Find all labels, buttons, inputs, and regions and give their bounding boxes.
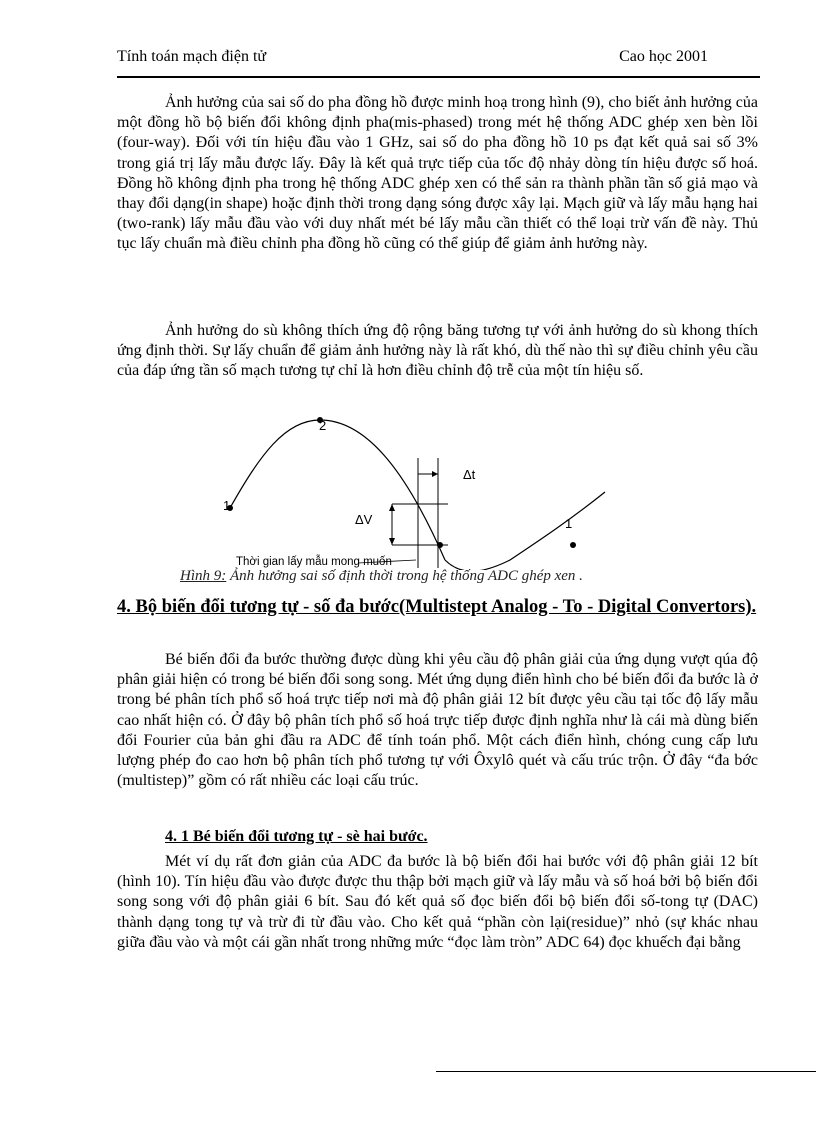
section-heading: 4. Bộ biến đổi tương tự - số đa bước(Multistept Analog - To - Digital Convertors). [117,597,757,617]
caption-text: Ảnh hưởng sai số định thời trong hệ thống ADC ghép xen . [226,568,583,584]
paragraph-multistep-intro: Bé biến đổi đa bước thường được dùng khi yêu cầu độ phân giải của ứng dụng vượt qúa độ phân giải hiện có trong bé biến đổi song song. Mét ứng dụng điển hình cho bé biến đổi đa bước là ở trong bé phân tích phổ số hoá trực tiếp nơi mà độ phân giải 12 bít được yêu cầu tại tốc độ lấy mẫu cao nhất hiện có. Ở đây bộ phân tích phổ số hoá trực tiếp được định nghĩa như là cái mà dùng biến đổi Fourier của bản ghi đầu ra ADC để tính toán phổ. Một cách điển hình, chóng cung cấp lưu lượng phép đo cao hơn bộ phân tích phổ tương tự với Ôxylô quét và cấu trúc trộn. Ở đây “đa bớc (multistep)” gồm có rất nhiều các loại cấu trúc. [117,651,758,790]
paragraph-bandwidth-mismatch: Ảnh hưởng do sù không thích ứng độ rộng băng tương tự với ảnh hưởng do sù khong thích ứng định thời. Sự lấy chuẩn để giảm ảnh hưởng này là rất khó, dù thế nào thì sự điều chỉnh yêu cầu của đáp ứng tần số mạch tương tự chỉ là hơn điều chỉnh độ trễ của một tín hiệu số. [117,322,758,380]
sine-wave-lower [445,492,605,570]
timing-error-figure [180,400,620,570]
ideal-time-label: Thời gian lấy mẫu mong muốn [236,556,392,568]
paragraph-two-step: Mét ví dụ rất đơn giản của ADC đa bước là bộ biến đổi hai bước với độ phân giải 12 bít (hình 10). Tín hiệu đầu vào được được thu thập bởi mạch giữ và lấy mẫu và số hoá bởi bộ biến đổi song song với độ phân giải 6 bít. Sau đó kết quả số đọc biến đổi bộ biến đổi số-tong tự (DAC) thành dạng tong tự và trừ đi từ đầu vào. Cho kết quả “phần còn lại(residue)” nhỏ (sự khác nhau giữa đầu vào và một cái gần nhất trong những mức “đọc làm tròn” ADC 64) đọc khuếch đại bằng [117,853,758,951]
figure-caption [180,568,583,585]
caption-label: Hình 9: [180,568,227,584]
delta-t-label: Δt [463,467,476,482]
label-1-right: 1 [565,516,573,531]
footer-rule [436,1071,816,1072]
sample-point-right [570,542,576,548]
subsection-heading: 4. 1 Bé biến đổi tương tự - sè hai bước. [165,828,428,845]
header-title: Tính toán mạch điện tử [117,48,267,65]
delta-v-label: ΔV [355,512,373,527]
header-course: Cao học 2001 [619,48,708,65]
label-2: 2 [319,418,327,433]
page-header [117,48,760,78]
paragraph-clock-phase: Ảnh hưởng của sai số do pha đồng hồ được minh hoạ trong hình (9), cho biết ảnh hưởng của một đồng hồ bộ biến đổi không định pha(mis-phased) trong mét hệ thống ADC ghép xen bèn lồi (four-way). Đối với tín hiệu đầu vào 1 GHz, sai số do pha đồng hồ 10 ps đạt kết quả sai số 3% trong giá trị lấy mẫu được lấy. Đây là kết quả trực tiếp của tốc độ nhảy dòng tín hiệu được số hoá. Đồng hồ không định pha trong hệ thống ADC ghép xen có thể sản ra thành phần tần số giả mạo và thay đổi dạng(in shape) hoặc định thời trong dạng sóng được xây lại. Mạch giữ và lấy mẫu hạng hai (two-rank) lấy mẫu đầu vào với duy nhất mét bé lấy mẫu cần thiết có thể loại trừ vấn đề này. Thủ tục lấy chuẩn mà điều chỉnh pha đồng hồ cũng có thể giúp để giảm ảnh hưởng này. [117,94,758,253]
label-1-left: 1 [223,498,231,513]
sine-wave-upper [230,420,445,560]
